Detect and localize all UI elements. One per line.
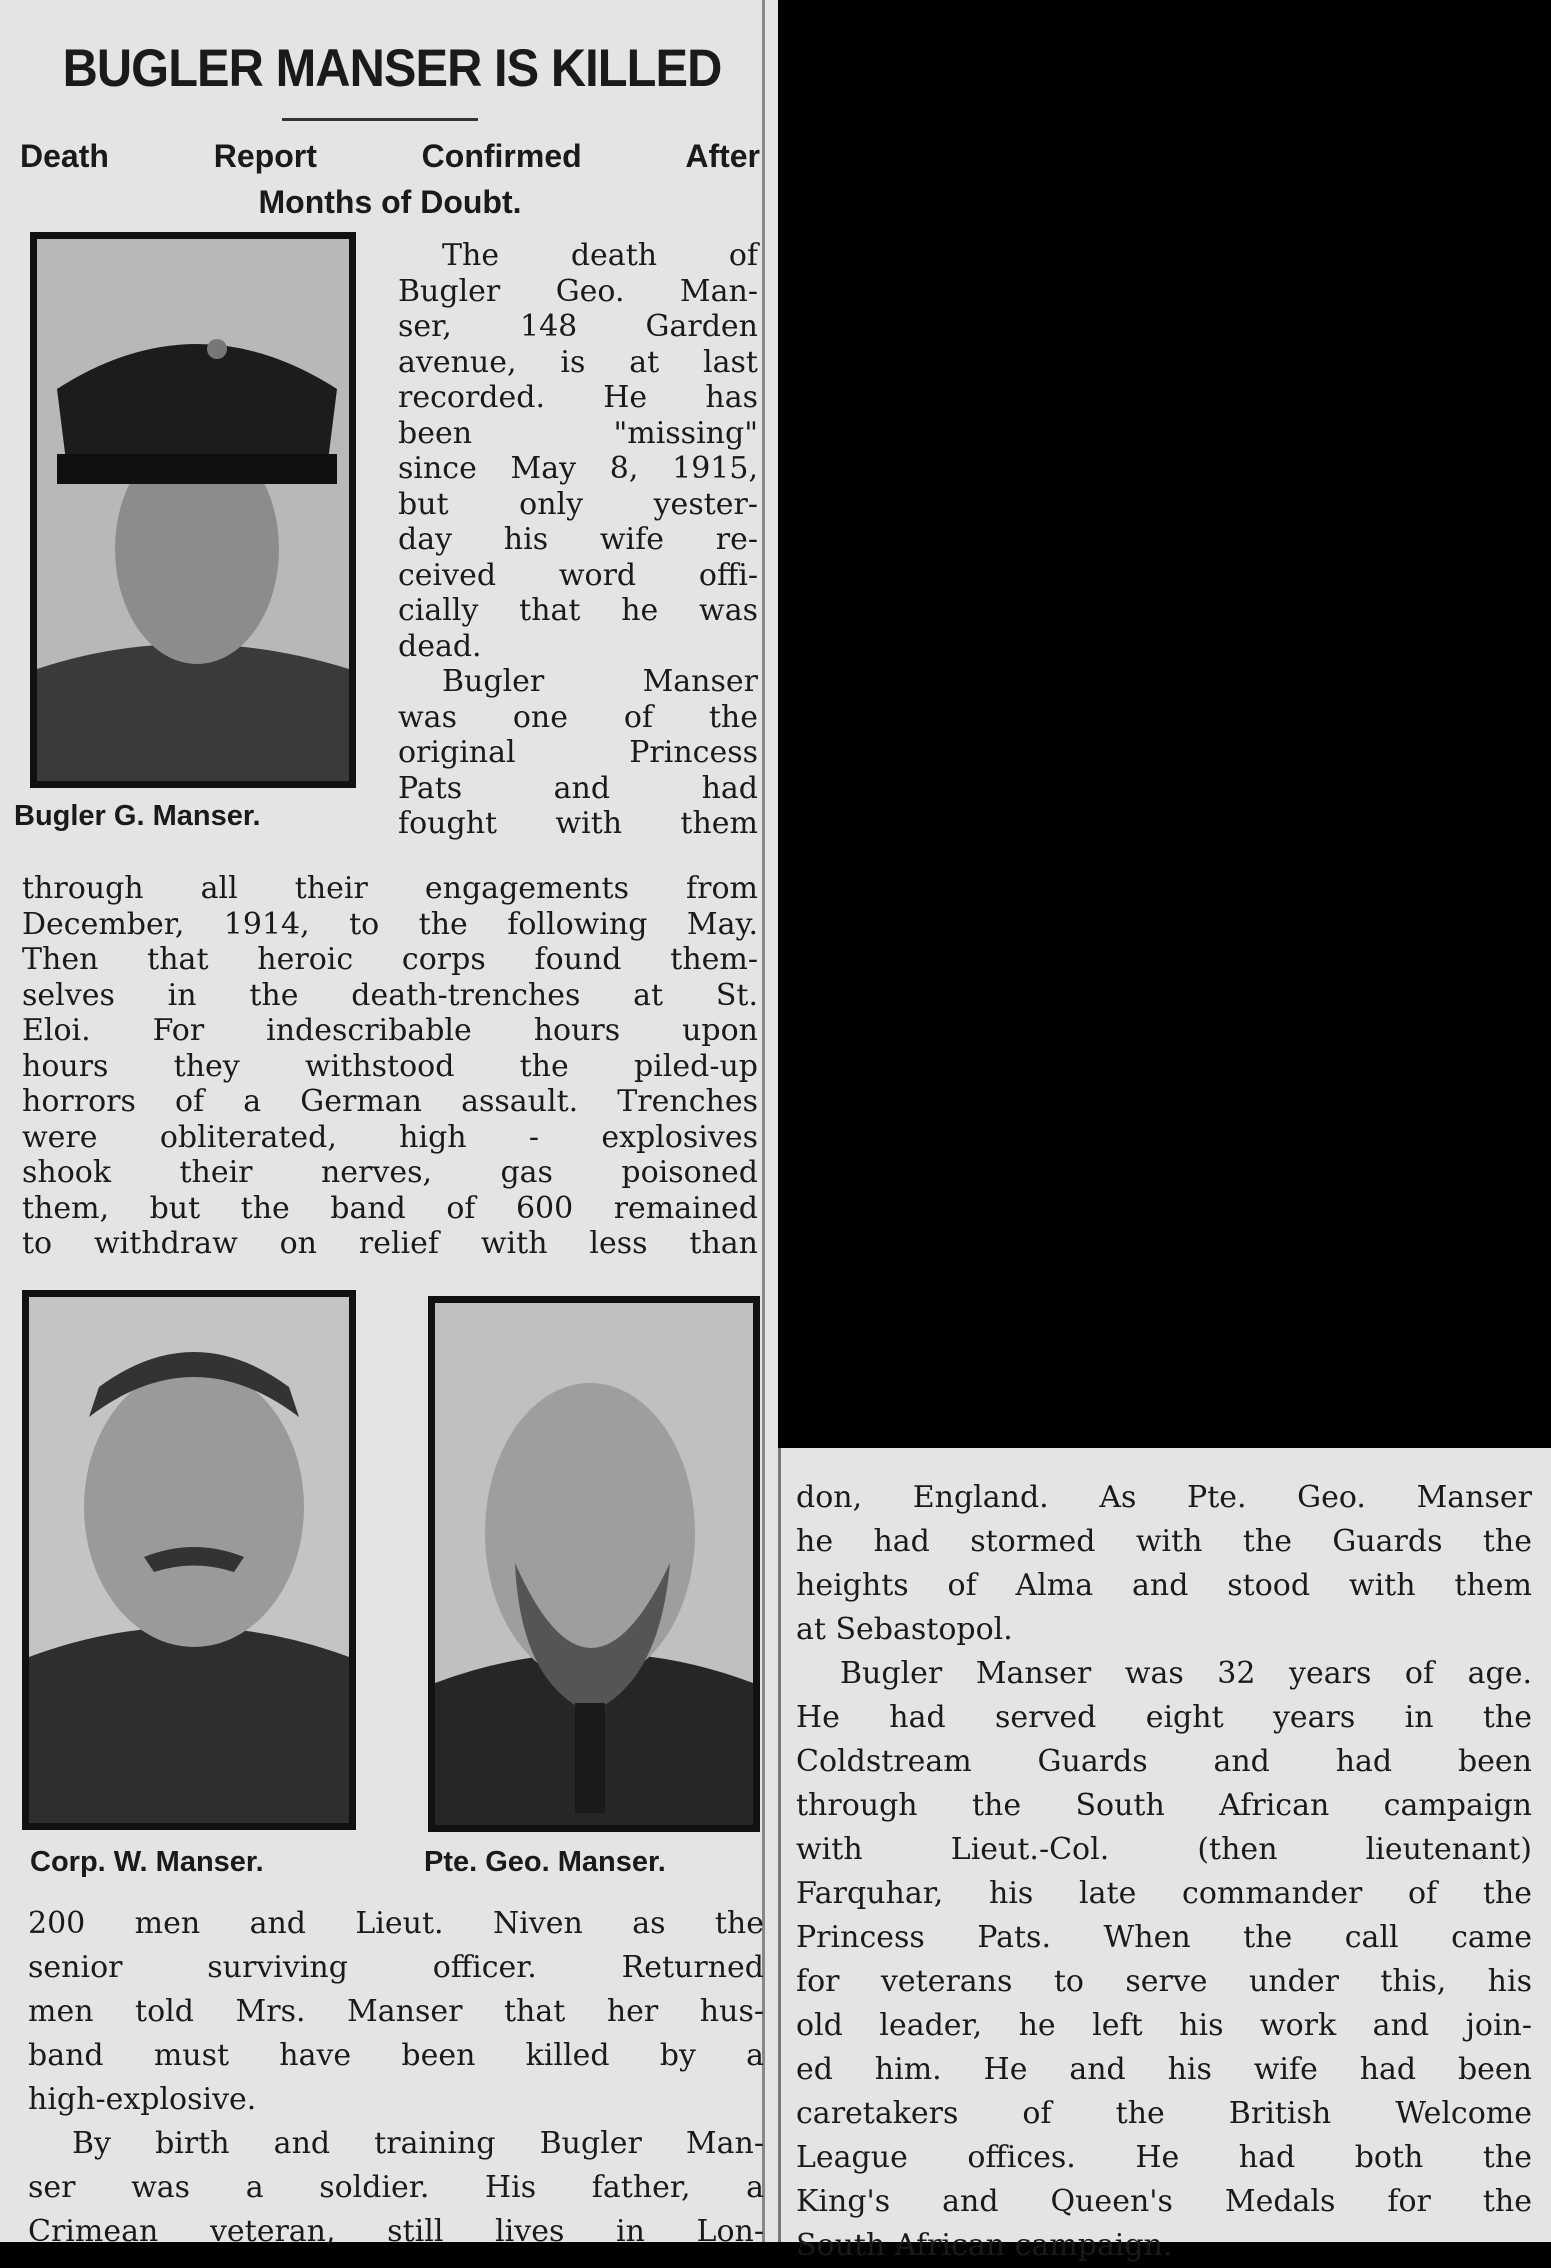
text-line: but only yester- <box>398 486 758 522</box>
text-line: senior surviving officer. Returned <box>28 1950 764 1985</box>
article-column-1 <box>0 0 778 2249</box>
text-line: heights of Alma and stood with them <box>796 1568 1532 1603</box>
text-line: Princess Pats. When the call came <box>796 1920 1532 1955</box>
text-line: original Princess <box>398 735 758 770</box>
text-line: Crimean veteran, still lives in Lon- <box>28 2214 764 2249</box>
text-line: King's and Queen's Medals for the <box>796 2184 1532 2219</box>
text-line: cially that he was <box>398 593 758 628</box>
text-line: recorded. He has <box>398 380 758 415</box>
article-column-2 <box>778 1448 1551 2263</box>
headline: BUGLER MANSER IS KILLED <box>62 39 722 98</box>
text-line: dead. <box>398 628 482 664</box>
photo-caption: Pte. Geo. Manser. <box>424 1846 666 1878</box>
text-line: Bugler Geo. Man- <box>398 273 758 309</box>
portrait-man-mustache-icon <box>29 1297 349 1823</box>
text-line: for veterans to serve under this, his <box>796 1964 1532 1999</box>
continued-text <box>796 1476 1532 2268</box>
text-line: ser was a soldier. His father, a <box>28 2170 764 2205</box>
text-line: through the South African campaign <box>796 1788 1532 1823</box>
text-line: Eloi. For indescribable hours upon <box>22 1013 758 1048</box>
text-line: avenue, is at last <box>398 344 758 380</box>
text-line: were obliterated, high - explosives <box>22 1119 758 1155</box>
text-line: hours they withstood the piled-up <box>22 1048 758 1084</box>
text-line: shook their nerves, gas poisoned <box>22 1155 758 1190</box>
text-line: at Sebastopol. <box>796 1612 1013 1647</box>
text-line: ceived word offi- <box>398 557 758 593</box>
text-line: Coldstream Guards and had been <box>796 1744 1532 1779</box>
text-line: Farquhar, his late commander of the <box>796 1876 1532 1911</box>
text-line: through all their engagements from <box>22 871 758 906</box>
text-line: day his wife re- <box>398 522 758 557</box>
text-line: caretakers of the British Welcome <box>796 2096 1532 2131</box>
portrait-bearded-man-icon <box>435 1303 753 1825</box>
text-line: men told Mrs. Manser that her hus- <box>28 1994 764 2029</box>
subhead-line-2: Months of Doubt. <box>258 184 522 220</box>
text-line: been "missing" <box>398 415 758 451</box>
text-line: since May 8, 1915, <box>398 451 758 486</box>
text-line: ser, 148 Garden <box>398 309 758 344</box>
text-line: December, 1914, to the following May. <box>22 906 758 942</box>
text-line: The death of <box>442 238 758 273</box>
portrait-soldier-cap-icon <box>37 239 349 781</box>
photo-bugler-g-manser <box>30 232 356 788</box>
subhead-line-1: Death Report Confirmed After <box>20 138 760 174</box>
text-line: Bugler Manser was 32 years of age. <box>840 1656 1532 1691</box>
photo-pte-geo-manser <box>428 1296 760 1832</box>
text-line: fought with them <box>398 806 758 841</box>
text-line: band must have been killed by a <box>28 2038 764 2073</box>
text-line: horrors of a German assault. Trenches <box>22 1084 758 1119</box>
headline-divider <box>282 118 478 121</box>
text-line: Then that heroic corps found them- <box>22 942 758 977</box>
lower-text <box>28 1902 764 2254</box>
side-text <box>398 238 758 842</box>
text-line: Pats and had <box>398 770 758 806</box>
text-line: high-explosive. <box>28 2082 257 2117</box>
photo-caption: Corp. W. Manser. <box>30 1846 264 1878</box>
text-line: By birth and training Bugler Man- <box>72 2126 764 2161</box>
text-line: South African campaign. <box>796 2228 1173 2263</box>
text-line: 200 men and Lieut. Niven as the <box>28 1906 764 1941</box>
text-line: old leader, he left his work and join- <box>796 2008 1532 2043</box>
text-line: don, England. As Pte. Geo. Manser <box>796 1480 1532 1515</box>
text-line: them, but the band of 600 remained <box>22 1190 758 1226</box>
photo-caption: Bugler G. Manser. <box>14 800 261 832</box>
text-line: he had stormed with the Guards the <box>796 1524 1532 1559</box>
text-line: ed him. He and his wife had been <box>796 2052 1532 2087</box>
text-line: to withdraw on relief with less than <box>22 1226 758 1261</box>
text-line: League offices. He had both the <box>796 2140 1532 2175</box>
text-line: selves in the death-trenches at St. <box>22 977 758 1013</box>
text-line: Bugler Manser <box>442 664 758 699</box>
text-line: with Lieut.-Col. (then lieutenant) <box>796 1832 1532 1867</box>
text-line: He had served eight years in the <box>796 1700 1532 1735</box>
photo-corp-w-manser <box>22 1290 356 1830</box>
full-width-text <box>22 871 758 1262</box>
text-line: was one of the <box>398 699 758 735</box>
